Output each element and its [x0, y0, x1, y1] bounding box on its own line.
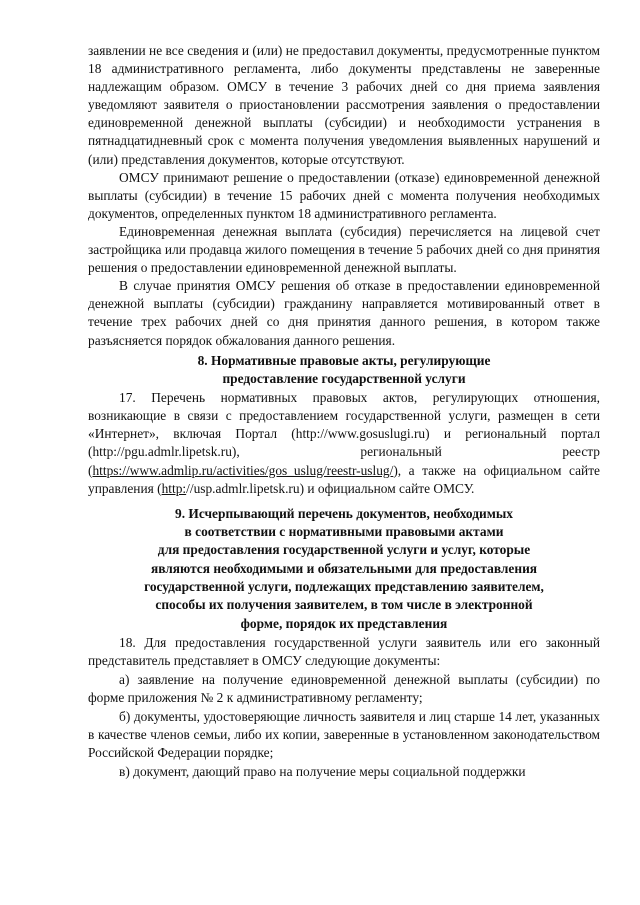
section-9-heading-line: государственной услуги, подлежащих представлению заявителем,: [144, 578, 544, 594]
paragraph-17-text: //usp.admlr.lipetsk.ru) и официальном сайте ОМСУ.: [186, 480, 475, 496]
section-8-heading-line: 8. Нормативные правовые акты, регулирующие: [197, 352, 491, 368]
section-9-heading: [88, 505, 600, 633]
section-9-heading-line: в соответствии с нормативными правовыми актами: [184, 524, 504, 540]
section-9-heading-line: являются необходимыми и обязательными для предоставления: [150, 560, 538, 576]
paragraph-18-documents: 18. Для предоставления государственной услуги заявитель или его законный представитель представляет в ОМСУ следующие документы:: [88, 634, 600, 668]
paragraph-17-text: ), а также на официальном сайте управления (: [88, 462, 600, 496]
registry-link[interactable]: https://www.admlip.ru/activities/gos_uslug/reestr-uslug/: [92, 462, 394, 478]
section-9-heading-line: 9. Исчерпывающий перечень документов, необходимых: [175, 505, 513, 521]
section-8-heading: [88, 352, 600, 389]
section-9-heading-line: форме, порядок их представления: [240, 615, 448, 631]
paragraph-refusal-notice: В случае принятия ОМСУ решения об отказе в предоставлении единовременной денежной выплаты (субсидии) гражданину направляется мотивированный ответ в течение трех рабочих дней со дня принятия данного решения, в котором также разъясняется порядок обжалования данного решения.: [88, 278, 600, 348]
paragraph-suspension-notice: заявлении не все сведения и (или) не предоставил документы, предусмотренные пунктом 18 административного регламента, либо документы представлены не заверенные надлежащим образом. ОМСУ в течение 3 рабочих дней со дня приема заявления уведомляют заявителя о приостановлении рассмотрения заявления о предоставлении единовременной денежной выплаты (субсидии) и необходимости устранения в пятнадцатидневный срок с момента получения уведомления выявленных нарушений и (или) представления документов, которые отсутствуют.: [88, 43, 600, 167]
section-9-heading-line: способы их получения заявителем, в том числе в электронной: [155, 597, 533, 613]
section-9-heading-line: для предоставления государственной услуги и услуг, которые: [157, 542, 531, 558]
list-item-application: а) заявление на получение единовременной денежной выплаты (субсидии) по форме приложения № 2 к административному регламенту;: [88, 672, 600, 706]
list-item-identity-documents: б) документы, удостоверяющие личность заявителя и лиц старше 14 лет, указанных в качестве членов семьи, либо их копии, заверенные в установленном законодательством Российской Федерации порядке;: [88, 709, 600, 761]
agency-site-link[interactable]: http:: [161, 480, 187, 496]
paragraph-17-legal-acts: [88, 389, 600, 498]
paragraph-17-text: 17. Перечень нормативных правовых актов, регулирующих отношения, возникающие в связи с предоставлением государственной услуги, размещен в сети «Интернет», включая Портал (http://www.gosuslugi.ru) и региональный портал (http://pgu.admlr.lipetsk.ru), региональный реестр (: [88, 390, 600, 478]
list-item-entitlement-document: в) документ, дающий право на получение меры социальной поддержки: [119, 764, 526, 780]
paragraph-decision-term: ОМСУ принимают решение о предоставлении (отказе) единовременной денежной выплаты (субсидии) в течение 15 рабочих дней с момента получения необходимых документов, определенных пунктом 18 административного регламента.: [88, 169, 600, 221]
paragraph-payment-transfer: Единовременная денежная выплата (субсидия) перечисляется на лицевой счет застройщика или продавца жилого помещения в течение 5 рабочих дней со дня принятия решения о предоставлении единовременной денежной выплаты.: [88, 223, 600, 276]
section-8-heading-line: предоставление государственной услуги: [222, 370, 466, 386]
